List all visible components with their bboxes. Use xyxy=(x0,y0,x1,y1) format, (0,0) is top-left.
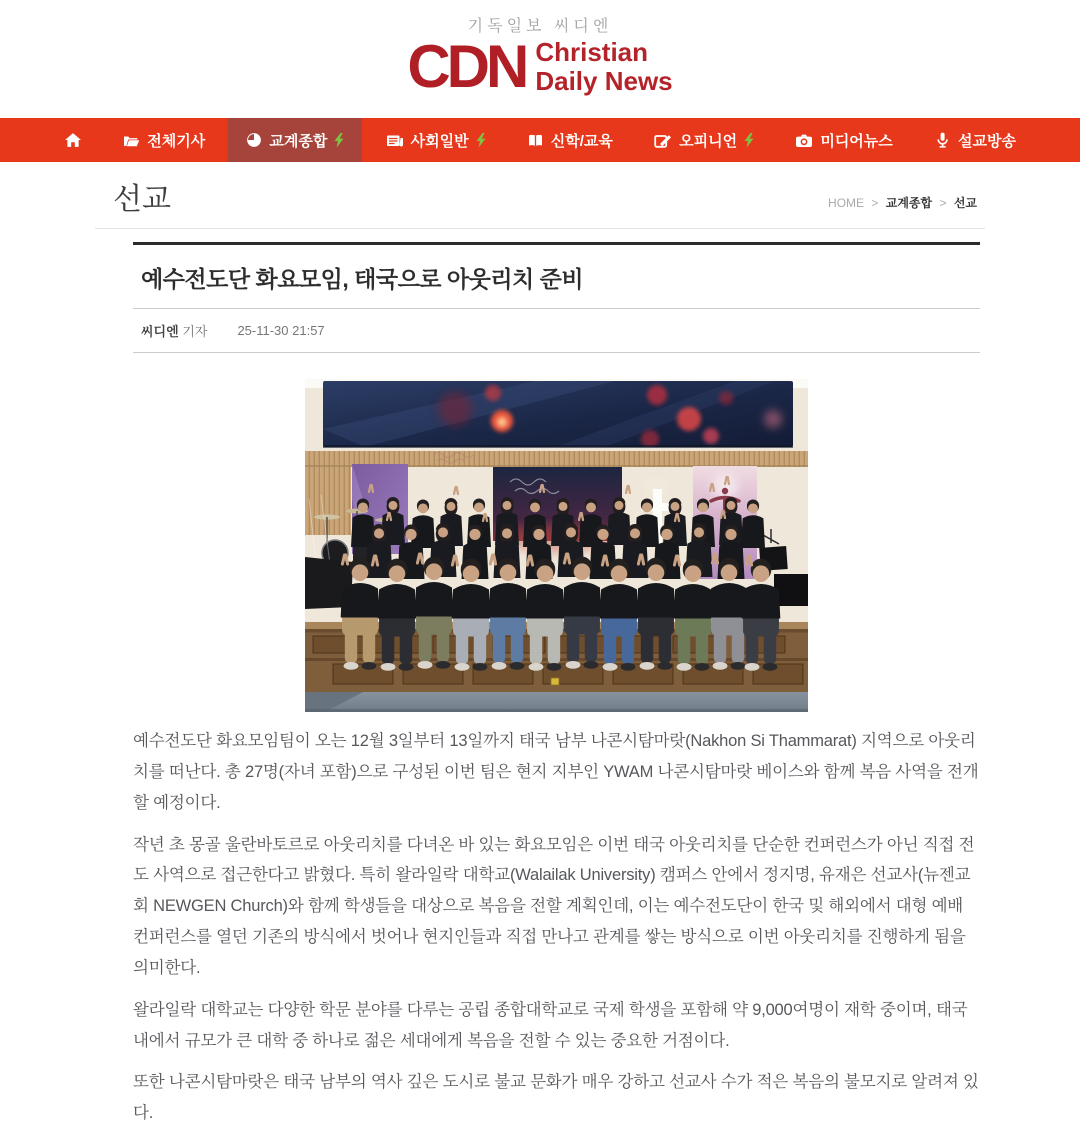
nav-item-home[interactable] xyxy=(46,118,100,162)
breadcrumb-separator: > xyxy=(871,196,879,210)
content-container xyxy=(95,162,985,1129)
globe-icon xyxy=(246,132,262,148)
nav-item-label: 교계종합 xyxy=(269,132,328,150)
site-header xyxy=(0,0,1080,118)
section-head xyxy=(95,182,985,229)
nav-item-all-articles[interactable] xyxy=(105,118,223,162)
lightning-bolt-icon xyxy=(476,133,486,148)
logo-name: Christian Daily News xyxy=(535,37,673,96)
site-tagline: 기독일보 씨디엔 xyxy=(467,18,613,35)
article-body xyxy=(133,726,980,1129)
breadcrumb-separator: > xyxy=(939,196,947,210)
nav-item-label: 오피니언 xyxy=(679,132,738,150)
book-icon xyxy=(527,133,544,148)
edit-icon xyxy=(654,133,672,148)
article-author: 씨디엔 기자 xyxy=(141,324,208,339)
nav-item-opinion[interactable] xyxy=(636,118,772,162)
breadcrumb-home[interactable]: HOME xyxy=(828,196,865,210)
nav-item-label: 설교방송 xyxy=(958,132,1016,150)
nav-item-theology[interactable] xyxy=(509,118,631,162)
breadcrumb xyxy=(826,194,979,218)
paragraph: 또한 나콘시탐마랏은 태국 남부의 역사 깊은 도시로 불교 문화가 매우 강하고 선교사 수가 적은 복음의 불모지로 알려져 있다. xyxy=(133,1073,979,1123)
newspaper-icon xyxy=(386,133,404,148)
nav-item-label: 사회일반 xyxy=(410,132,469,150)
breadcrumb-category[interactable]: 교계종합 xyxy=(885,196,933,210)
nav-item-label: 전체기사 xyxy=(147,132,206,150)
site-logo[interactable] xyxy=(0,33,1080,100)
article-title: 예수전도단 화요모임, 태국으로 아웃리치 준비 xyxy=(133,245,980,309)
article-photo xyxy=(305,379,808,712)
nav-item-media-news[interactable] xyxy=(777,118,910,162)
lightning-bolt-icon xyxy=(744,133,754,148)
logo-acronym: CDN xyxy=(407,33,526,100)
nav-item-label: 신학/교육 xyxy=(550,132,613,150)
nav-item-sermon-broadcast[interactable] xyxy=(916,118,1034,162)
paragraph: 예수전도단 화요모임팀이 오는 12월 3일부터 13일까지 태국 남부 나콘시탐마랏(Nakhon Si Thammarat) 지역으로 아웃리치를 떠난다. 총 27명(자녀 포함)으로 구성된 이번 팀은 현지 지부인 YWAM 나콘시탐마랏 베이스와 함께 복음 사역을 전개할 예정이다. xyxy=(133,732,979,812)
mic-icon xyxy=(934,132,951,148)
lightning-bolt-icon xyxy=(334,133,344,148)
article xyxy=(133,242,980,1129)
folder-icon xyxy=(123,133,140,148)
paragraph: 작년 초 몽골 울란바토르로 아웃리치를 다녀온 바 있는 화요모임은 이번 태국 아웃리치를 단순한 컨퍼런스가 아닌 직접 전도 사역으로 접근한다고 밝혔다. 특히 왈라일락 대학교(Walailak University) 캠퍼스 안에서 정지명, 유재은 선교사(뉴젠교회 NEWGEN Church)와 함께 학생들을 대상으로 복음을 전할 계획인데, 이는 예수전도단이 한국 및 해외에서 대형 예배 컨퍼런스를 열던 기존의 방식에서 벗어나 현지인들과 직접 만나고 관계를 쌓는 방식으로 이번 아웃리치를 진행하게 됨을 의미한다. xyxy=(133,835,975,977)
breadcrumb-current[interactable]: 선교 xyxy=(953,196,977,210)
camera-icon xyxy=(795,133,813,148)
main-nav xyxy=(0,118,1080,162)
nav-item-label: 미디어뉴스 xyxy=(820,132,893,150)
article-byline xyxy=(133,309,980,353)
photo-led-screen xyxy=(323,381,793,448)
page-title: 선교 xyxy=(113,183,171,216)
home-icon xyxy=(64,132,82,148)
nav-item-society[interactable] xyxy=(368,118,504,162)
article-datetime: 25-11-30 21:57 xyxy=(237,323,325,338)
nav-item-church-news[interactable] xyxy=(228,118,362,162)
paragraph: 왈라일락 대학교는 다양한 학문 분야를 다루는 공립 종합대학교로 국제 학생을 포함해 약 9,000여명이 재학 중이며, 태국 내에서 규모가 큰 대학 중 하나로 젊은 세대에게 복음을 전할 수 있는 중요한 거점이다. xyxy=(133,1000,968,1050)
